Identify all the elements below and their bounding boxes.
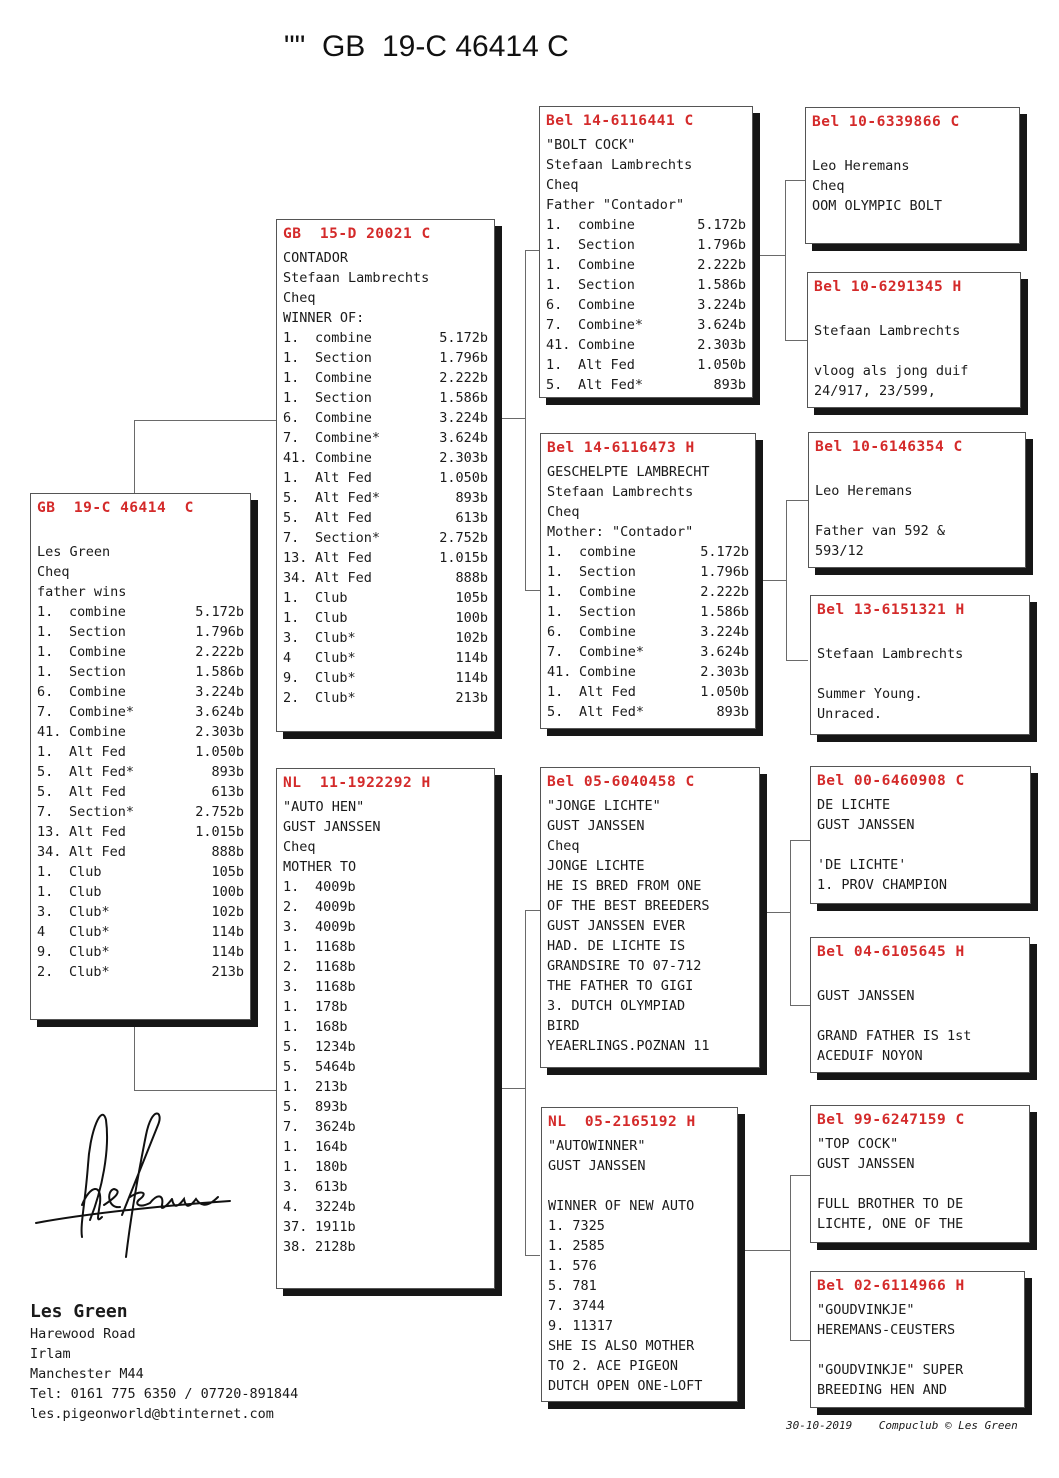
- info-line: HAD. DE LICHTE IS: [547, 938, 686, 954]
- info-line: SHE IS ALSO MOTHER: [548, 1338, 695, 1354]
- result-row: 1. combine 5.172b: [547, 544, 749, 560]
- ring-number: Bel 05-6040458 C: [547, 774, 695, 790]
- info-line: Stefaan Lambrechts: [546, 157, 693, 173]
- result-row: 1. Section 1.796b: [547, 564, 749, 580]
- connector: [760, 912, 790, 913]
- ring-number: Bel 10-6146354 C: [815, 439, 963, 455]
- info-line: [815, 501, 1019, 521]
- info-line: "AUTO HEN": [283, 799, 365, 815]
- result-row: 1. Combine 2.222b: [546, 257, 746, 273]
- result-row: 5. Alt Fed 613b: [283, 510, 488, 526]
- ring-number: Bel 10-6291345 H: [814, 279, 962, 295]
- info-line: 593/12: [815, 543, 864, 559]
- info-line: GUST JANSSEN EVER: [547, 918, 686, 934]
- result-row: 3. Club* 102b: [37, 904, 244, 920]
- result-row: 5. Alt Fed* 893b: [546, 377, 746, 393]
- ring-number: NL 11-1922292 H: [283, 775, 431, 791]
- sire-card: [276, 219, 495, 732]
- result-row: 1. 1168b: [283, 939, 356, 955]
- result-row: 13. Alt Fed 1.015b: [283, 550, 488, 566]
- ring-number: Bel 10-6339866 C: [812, 114, 960, 130]
- result-row: 1. Alt Fed 1.050b: [547, 684, 749, 700]
- great-grandparent-card: [807, 272, 1021, 408]
- info-line: [812, 136, 1013, 156]
- result-row: 9. Club* 114b: [283, 670, 488, 686]
- dam-dam-card: [541, 1107, 738, 1402]
- result-row: 6. Combine 3.224b: [283, 410, 488, 426]
- ring-number: Bel 04-6105645 H: [817, 944, 965, 960]
- result-row: 5. Alt Fed* 893b: [37, 764, 244, 780]
- info-line: YEAERLINGS.POZNAN 11: [547, 1038, 710, 1054]
- info-line: GRANDSIRE TO 07-712: [547, 958, 702, 974]
- info-line: GUST JANSSEN: [817, 817, 915, 833]
- info-line: BREEDING HEN AND: [817, 1382, 948, 1398]
- info-line: GUST JANSSEN: [817, 988, 915, 1004]
- info-line: "BOLT COCK": [546, 137, 636, 153]
- result-row: 1. 4009b: [283, 879, 356, 895]
- info-line: Cheq: [812, 178, 845, 194]
- connector: [790, 1340, 810, 1341]
- dam-card: [276, 768, 495, 1289]
- result-row: 5. Alt Fed 613b: [37, 784, 244, 800]
- result-row: 1. Club 105b: [37, 864, 244, 880]
- ring-number: NL 05-2165192 H: [548, 1114, 696, 1130]
- connector: [790, 840, 791, 1005]
- connector: [525, 590, 540, 591]
- info-line: Stefaan Lambrechts: [814, 323, 961, 339]
- result-row: 13. Alt Fed 1.015b: [37, 824, 244, 840]
- connector: [756, 580, 786, 581]
- connector: [495, 1088, 525, 1089]
- great-grandparent-card: [810, 766, 1031, 904]
- connector: [134, 1025, 135, 1090]
- footer-credit: 30-10-2019 Compuclub © Les Green: [786, 1419, 1018, 1432]
- ring-number: GB 15-D 20021 C: [283, 226, 431, 242]
- info-line: "TOP COCK": [817, 1136, 899, 1152]
- result-row: 5. 1234b: [283, 1039, 356, 1055]
- great-grandparent-card: [805, 107, 1020, 244]
- info-line: Les Green: [37, 544, 111, 560]
- result-row: 1. combine 5.172b: [283, 330, 488, 346]
- info-line: Father van 592 &: [815, 523, 946, 539]
- sire-dam-card: [540, 433, 756, 729]
- info-line: "GOUDVINKJE" SUPER: [817, 1362, 964, 1378]
- info-line: HE IS BRED FROM ONE: [547, 878, 702, 894]
- info-line: TO 2. ACE PIGEON: [548, 1358, 679, 1374]
- ring-number: Bel 14-6116473 H: [547, 440, 695, 456]
- info-line: [37, 522, 244, 542]
- info-line: Leo Heremans: [815, 483, 913, 499]
- info-line: 1. 7325: [548, 1218, 605, 1234]
- connector: [495, 418, 525, 419]
- result-row: 1. combine 5.172b: [546, 217, 746, 233]
- info-line: Mother: "Contador": [547, 524, 694, 540]
- result-row: 1. Section 1.586b: [283, 390, 488, 406]
- result-row: 34. Alt Fed 888b: [283, 570, 488, 586]
- result-row: 3. 613b: [283, 1179, 348, 1195]
- sire-sire-card: [539, 106, 753, 398]
- info-line: GESCHELPTE LAMBRECHT: [547, 464, 710, 480]
- connector: [786, 660, 808, 661]
- connector: [786, 500, 787, 660]
- result-row: 1. 164b: [283, 1139, 348, 1155]
- result-row: 5. 5464b: [283, 1059, 356, 1075]
- connector: [525, 1255, 540, 1256]
- result-row: 5. Alt Fed* 893b: [547, 704, 749, 720]
- info-line: Cheq: [37, 564, 70, 580]
- result-row: 1. Club 100b: [283, 610, 488, 626]
- breeder-contact: [30, 1300, 298, 1424]
- address-line: Manchester M44: [30, 1366, 144, 1382]
- info-line: [817, 835, 1024, 855]
- info-line: Cheq: [283, 839, 316, 855]
- info-line: OF THE BEST BREEDERS: [547, 898, 710, 914]
- result-row: 2. Club* 213b: [283, 690, 488, 706]
- info-line: GUST JANSSEN: [548, 1158, 646, 1174]
- info-line: [817, 966, 1023, 986]
- connector: [738, 1250, 790, 1251]
- ring-number: Bel 02-6114966 H: [817, 1278, 965, 1294]
- result-row: 5. Alt Fed* 893b: [283, 490, 488, 506]
- info-line: Cheq: [547, 504, 580, 520]
- address-line: Harewood Road: [30, 1326, 136, 1342]
- great-grandparent-card: [808, 432, 1026, 568]
- connector: [785, 180, 786, 340]
- info-line: "JONGE LICHTE": [547, 798, 661, 814]
- connector: [785, 340, 807, 341]
- connector: [134, 1090, 276, 1091]
- info-line: [815, 461, 1019, 481]
- result-row: 1. Combine 2.222b: [283, 370, 488, 386]
- email-line: les.pigeonworld@btinternet.com: [30, 1406, 274, 1422]
- info-line: MOTHER TO: [283, 859, 357, 875]
- info-line: 9. 11317: [548, 1318, 614, 1334]
- great-grandparent-card: [810, 1105, 1030, 1243]
- result-row: 7. Section* 2.752b: [37, 804, 244, 820]
- result-row: 1. Club 105b: [283, 590, 488, 606]
- info-line: 1. PROV CHAMPION: [817, 877, 948, 893]
- result-row: 6. Combine 3.224b: [37, 684, 244, 700]
- ring-number: Bel 00-6460908 C: [817, 773, 965, 789]
- result-row: 3. Club* 102b: [283, 630, 488, 646]
- info-line: "AUTOWINNER": [548, 1138, 646, 1154]
- result-row: 1. Section 1.586b: [546, 277, 746, 293]
- result-row: 1. Alt Fed 1.050b: [546, 357, 746, 373]
- result-row: 1. Section 1.796b: [546, 237, 746, 253]
- result-row: 1. 168b: [283, 1019, 348, 1035]
- result-row: 38. 2128b: [283, 1239, 356, 1255]
- info-line: [817, 1006, 1023, 1026]
- connector: [525, 250, 540, 251]
- result-row: 34. Alt Fed 888b: [37, 844, 244, 860]
- connector: [525, 250, 526, 590]
- info-line: 24/917, 23/599,: [814, 383, 936, 399]
- result-row: 1. combine 5.172b: [37, 604, 244, 620]
- connector: [753, 255, 785, 256]
- info-line: Summer Young.: [817, 686, 923, 702]
- ring-number: Bel 99-6247159 C: [817, 1112, 965, 1128]
- great-grandparent-card: [810, 1271, 1025, 1408]
- info-line: 'DE LICHTE': [817, 857, 907, 873]
- info-line: 5. 781: [548, 1278, 597, 1294]
- result-row: 1. 180b: [283, 1159, 348, 1175]
- result-row: 41. Combine 2.303b: [547, 664, 749, 680]
- result-row: 1. 213b: [283, 1079, 348, 1095]
- result-row: 9. Club* 114b: [37, 944, 244, 960]
- result-row: 7. Combine* 3.624b: [283, 430, 488, 446]
- info-line: DE LICHTE: [817, 797, 891, 813]
- connector: [790, 1175, 810, 1176]
- info-line: Cheq: [547, 838, 580, 854]
- info-line: GRAND FATHER IS 1st: [817, 1028, 972, 1044]
- info-line: 1. 2585: [548, 1238, 605, 1254]
- result-row: 4 Club* 114b: [37, 924, 244, 940]
- result-row: 7. Section* 2.752b: [283, 530, 488, 546]
- connector: [786, 500, 808, 501]
- result-row: 2. Club* 213b: [37, 964, 244, 980]
- result-row: 1. 178b: [283, 999, 348, 1015]
- ring-number: Bel 14-6116441 C: [546, 113, 694, 129]
- info-line: Stefaan Lambrechts: [547, 484, 694, 500]
- connector: [525, 910, 540, 911]
- info-line: Unraced.: [817, 706, 883, 722]
- info-line: GUST JANSSEN: [283, 819, 381, 835]
- pedigree-title: "" GB 19-C 46414 C: [284, 30, 569, 63]
- info-line: [817, 1340, 1018, 1360]
- info-line: LICHTE, ONE OF THE: [817, 1216, 964, 1232]
- connector: [134, 420, 276, 421]
- result-row: 5. 893b: [283, 1099, 348, 1115]
- result-row: 2. 1168b: [283, 959, 356, 975]
- info-line: ACEDUIF NOYON: [817, 1048, 923, 1064]
- result-row: 7. Combine* 3.624b: [37, 704, 244, 720]
- great-grandparent-card: [810, 595, 1030, 735]
- result-row: 7. 3624b: [283, 1119, 356, 1135]
- result-row: 1. Combine 2.222b: [547, 584, 749, 600]
- info-line: FULL BROTHER TO DE: [817, 1196, 964, 1212]
- result-row: 37. 1911b: [283, 1219, 356, 1235]
- info-line: OOM OLYMPIC BOLT: [812, 198, 943, 214]
- info-line: Stefaan Lambrechts: [283, 270, 430, 286]
- connector: [525, 910, 526, 1255]
- result-row: 1. Section 1.796b: [37, 624, 244, 640]
- connector: [785, 180, 805, 181]
- info-line: "GOUDVINKJE": [817, 1302, 915, 1318]
- result-row: 3. 4009b: [283, 919, 356, 935]
- info-line: vloog als jong duif: [814, 363, 969, 379]
- subject-pigeon-card: [30, 493, 251, 1020]
- info-line: THE FATHER TO GIGI: [547, 978, 694, 994]
- result-row: 41. Combine 2.303b: [37, 724, 244, 740]
- info-line: [817, 1174, 1023, 1194]
- dam-sire-card: [540, 767, 760, 1068]
- result-row: 7. Combine* 3.624b: [546, 317, 746, 333]
- info-line: father wins: [37, 584, 127, 600]
- connector: [790, 840, 810, 841]
- info-line: GUST JANSSEN: [817, 1156, 915, 1172]
- result-row: 1. Alt Fed 1.050b: [37, 744, 244, 760]
- info-line: 1. 576: [548, 1258, 597, 1274]
- info-line: Father "Contador": [546, 197, 685, 213]
- great-grandparent-card: [810, 937, 1030, 1073]
- result-row: 1. Section 1.796b: [283, 350, 488, 366]
- info-line: WINNER OF NEW AUTO: [548, 1198, 695, 1214]
- result-row: 1. Alt Fed 1.050b: [283, 470, 488, 486]
- address-line: Irlam: [30, 1346, 71, 1362]
- info-line: Cheq: [546, 177, 579, 193]
- signature-image: [30, 1105, 235, 1265]
- result-row: 1. Club 100b: [37, 884, 244, 900]
- connector: [790, 1005, 810, 1006]
- result-row: 2. 4009b: [283, 899, 356, 915]
- result-row: 3. 1168b: [283, 979, 356, 995]
- result-row: 6. Combine 3.224b: [546, 297, 746, 313]
- result-row: 6. Combine 3.224b: [547, 624, 749, 640]
- info-line: Leo Heremans: [812, 158, 910, 174]
- result-row: 41. Combine 2.303b: [546, 337, 746, 353]
- ring-number: GB 19-C 46414 C: [37, 500, 194, 516]
- result-row: 1. Combine 2.222b: [37, 644, 244, 660]
- connector: [134, 420, 135, 495]
- result-row: 7. Combine* 3.624b: [547, 644, 749, 660]
- info-line: 3. DUTCH OLYMPIAD: [547, 998, 686, 1014]
- result-row: 41. Combine 2.303b: [283, 450, 488, 466]
- info-line: Cheq: [283, 290, 316, 306]
- info-line: BIRD: [547, 1018, 580, 1034]
- info-line: 7. 3744: [548, 1298, 605, 1314]
- result-row: 4 Club* 114b: [283, 650, 488, 666]
- info-line: WINNER OF:: [283, 310, 365, 326]
- info-line: [814, 341, 1014, 361]
- phone-line: Tel: 0161 775 6350 / 07720-891844: [30, 1386, 299, 1402]
- info-line: CONTADOR: [283, 250, 349, 266]
- info-line: JONGE LICHTE: [547, 858, 645, 874]
- info-line: [814, 301, 1014, 321]
- result-row: 1. Section 1.586b: [547, 604, 749, 620]
- info-line: HEREMANS-CEUSTERS: [817, 1322, 956, 1338]
- info-line: [548, 1176, 731, 1196]
- info-line: Stefaan Lambrechts: [817, 646, 964, 662]
- breeder-name: Les Green: [30, 1301, 128, 1322]
- connector: [790, 1175, 791, 1340]
- info-line: [817, 624, 1023, 644]
- info-line: DUTCH OPEN ONE-LOFT: [548, 1378, 703, 1394]
- info-line: GUST JANSSEN: [547, 818, 645, 834]
- ring-number: Bel 13-6151321 H: [817, 602, 965, 618]
- result-row: 1. Section 1.586b: [37, 664, 244, 680]
- result-row: 4. 3224b: [283, 1199, 356, 1215]
- info-line: [817, 664, 1023, 684]
